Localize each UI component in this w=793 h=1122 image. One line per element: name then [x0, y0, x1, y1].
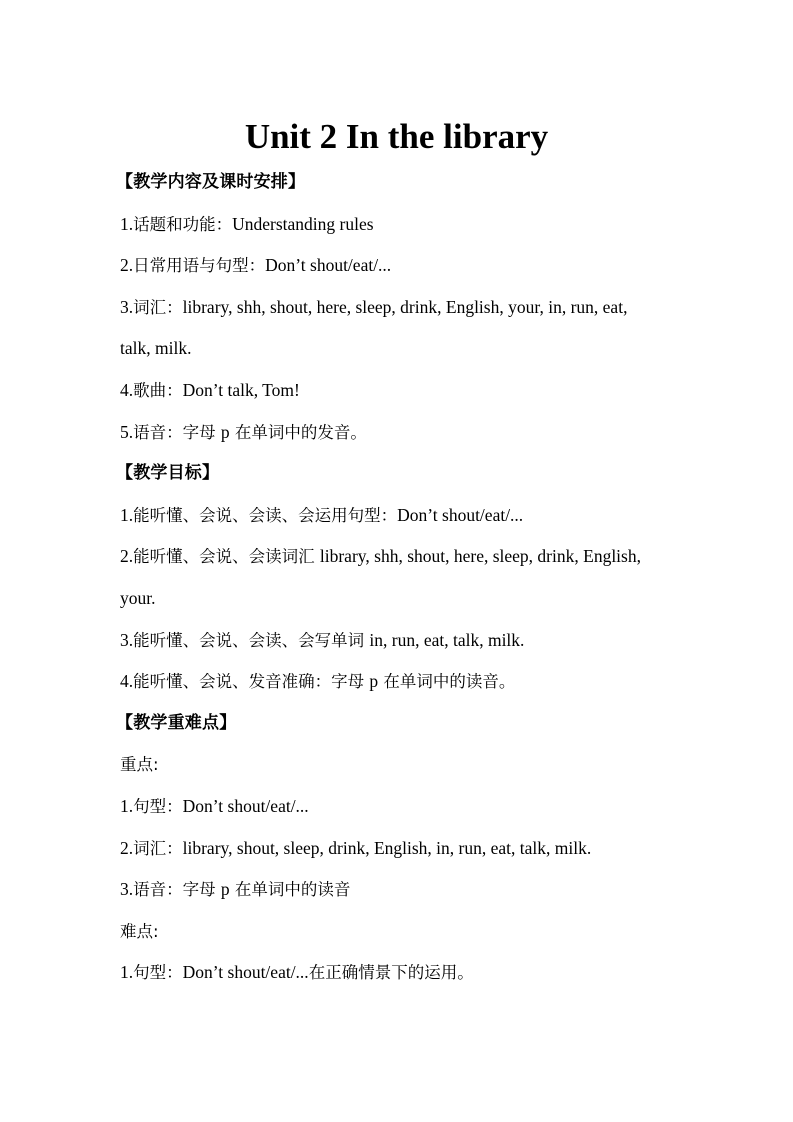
- list-item: 3.语音：字母 p 在单词中的读音: [120, 879, 351, 900]
- list-item: 2.日常用语与句型：Don’t shout/eat/...: [120, 255, 392, 276]
- document-title: Unit 2 In the library: [244, 117, 549, 156]
- list-item: 2.词汇：library, shout, sleep, drink, English, in, run, eat, talk, milk.: [120, 837, 592, 858]
- section-heading-objectives: 【教学目标】: [116, 463, 220, 484]
- list-item: 2.能听懂、会说、会读词汇 library, shh, shout, here, sleep, drink, English,: [120, 546, 641, 567]
- sub-heading-key: 重点:: [120, 755, 159, 775]
- list-item-continuation: your.: [120, 587, 156, 608]
- section-heading-key-points: 【教学重难点】: [116, 712, 237, 733]
- list-item: 1.能听懂、会说、会读、会运用句型：Don’t shout/eat/...: [120, 504, 524, 525]
- list-item: 3.能听懂、会说、会读、会写单词 in, run, eat, talk, milk.: [120, 629, 525, 650]
- list-item: 4.歌曲：Don’t talk, Tom!: [120, 379, 300, 400]
- list-item: 5.语音：字母 p 在单词中的发音。: [120, 421, 367, 442]
- list-item-continuation: talk, milk.: [120, 338, 192, 359]
- list-item: 3.词汇：library, shh, shout, here, sleep, drink, English, your, in, run, eat,: [120, 296, 628, 317]
- sub-heading-difficult: 难点:: [120, 921, 159, 941]
- list-item: 1.话题和功能：Understanding rules: [120, 213, 374, 234]
- list-item: 4.能听懂、会说、发音准确：字母 p 在单词中的读音。: [120, 671, 516, 692]
- section-heading-content: 【教学内容及课时安排】: [116, 172, 306, 192]
- document-body: [116, 162, 690, 994]
- list-item: 1.句型：Don’t shout/eat/...在正确情景下的运用。: [120, 962, 474, 983]
- list-item: 1.句型：Don’t shout/eat/...: [120, 795, 309, 816]
